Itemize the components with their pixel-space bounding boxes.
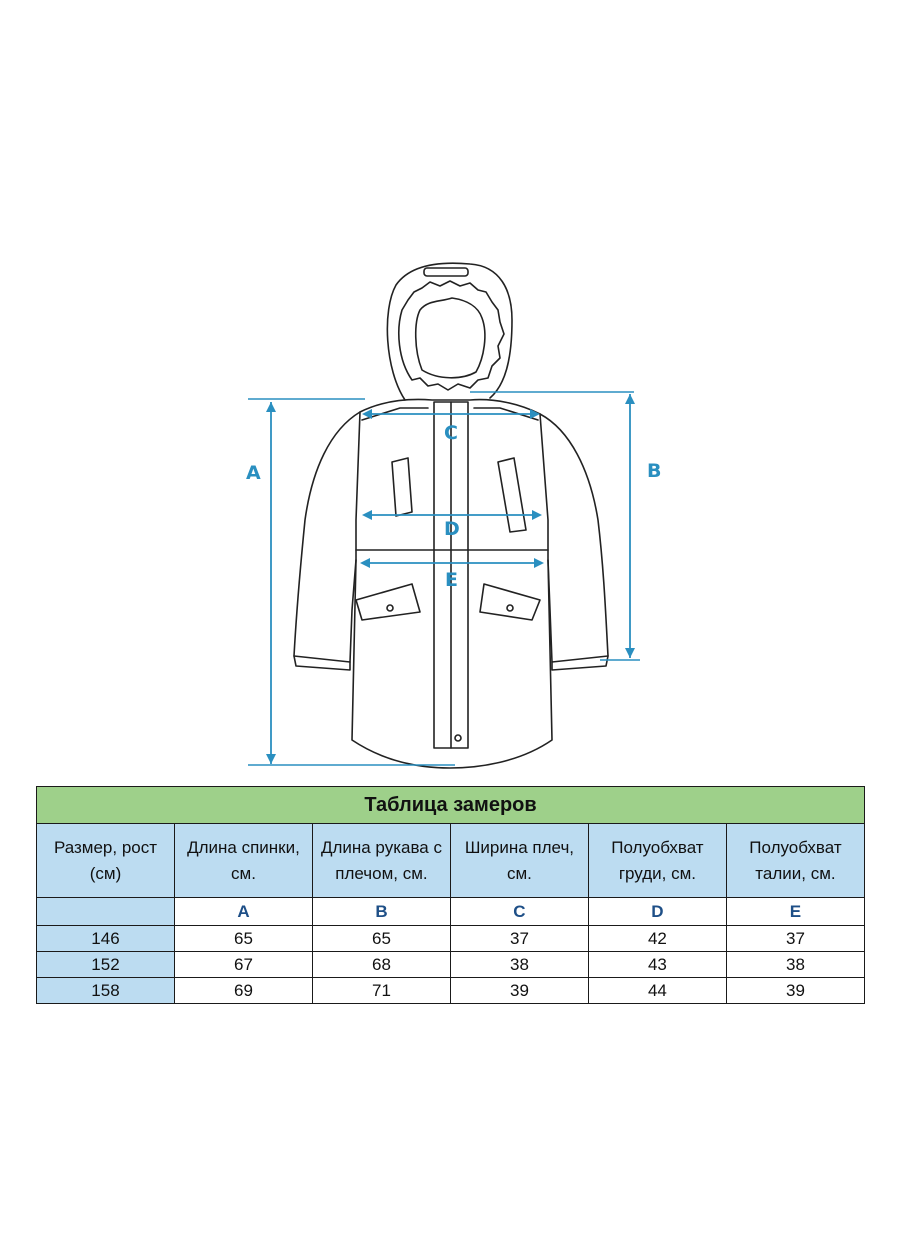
table-row (37, 926, 865, 952)
value-cell: 43 (588, 952, 726, 978)
value-cell: 39 (450, 978, 588, 1004)
column-header-sleeve-length: Длина рукава с плечом, см. (312, 824, 450, 898)
chest-pocket-left (392, 458, 412, 516)
dimension-label-b: B (647, 460, 662, 482)
value-cell: 37 (450, 926, 588, 952)
value-cell: 68 (312, 952, 450, 978)
hood-zipper (424, 268, 468, 276)
column-code: E (726, 898, 864, 926)
placket-snap (455, 735, 461, 741)
value-cell: 42 (588, 926, 726, 952)
column-header-waist: Полуобхват талии, см. (726, 824, 864, 898)
column-header-back-length: Длина спинки, см. (174, 824, 312, 898)
value-cell: 39 (726, 978, 864, 1004)
column-header-shoulder-width: Ширина плеч, см. (450, 824, 588, 898)
chest-pocket-right (498, 458, 526, 532)
value-cell: 38 (726, 952, 864, 978)
value-cell: 38 (450, 952, 588, 978)
fur-trim (399, 281, 504, 390)
column-header-size: Размер, рост (см) (37, 824, 175, 898)
value-cell: 69 (174, 978, 312, 1004)
right-sleeve (540, 414, 608, 662)
column-code: C (450, 898, 588, 926)
left-sleeve (294, 412, 360, 662)
hood-inner (416, 298, 485, 378)
dimension-label-c: C (444, 422, 458, 444)
column-code: A (174, 898, 312, 926)
value-cell: 65 (312, 926, 450, 952)
table-row (37, 978, 865, 1004)
column-code: D (588, 898, 726, 926)
dimension-label-d: D (444, 518, 460, 540)
dimension-label-a: A (246, 462, 261, 484)
left-cuff (294, 656, 350, 670)
table-row (37, 952, 865, 978)
flap-pocket-right (480, 584, 540, 620)
size-chart-table (36, 786, 865, 1004)
size-cell: 158 (37, 978, 175, 1004)
value-cell: 71 (312, 978, 450, 1004)
pocket-button-right (507, 605, 513, 611)
column-code-blank (37, 898, 175, 926)
dimension-label-e: E (445, 569, 458, 591)
size-cell: 146 (37, 926, 175, 952)
value-cell: 65 (174, 926, 312, 952)
table-title: Таблица замеров (37, 787, 865, 824)
column-header-chest: Полуобхват груди, см. (588, 824, 726, 898)
pocket-button-left (387, 605, 393, 611)
column-code: B (312, 898, 450, 926)
flap-pocket-left (356, 584, 420, 620)
value-cell: 67 (174, 952, 312, 978)
value-cell: 44 (588, 978, 726, 1004)
value-cell: 37 (726, 926, 864, 952)
hood-outline (387, 263, 512, 400)
size-cell: 152 (37, 952, 175, 978)
right-cuff (552, 656, 608, 670)
